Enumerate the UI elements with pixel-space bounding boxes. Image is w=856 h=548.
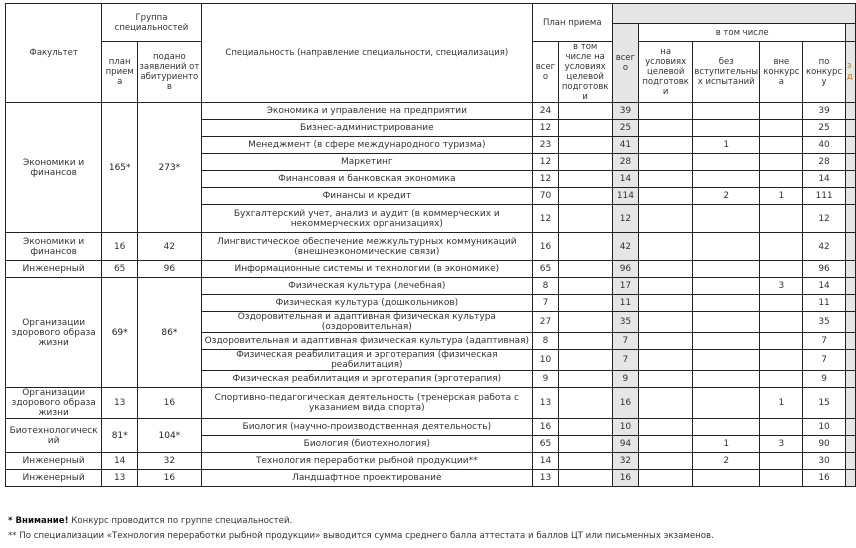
no-exams-cell [692, 205, 760, 233]
plan-total-cell: 16 [533, 233, 559, 261]
specialty-cell: Физическая культура (лечебная) [201, 278, 532, 295]
group-plan-cell: 65 [102, 261, 138, 278]
applications-total-cell: 9 [612, 371, 639, 388]
applications-target-cell [639, 137, 693, 154]
plan-target-cell [558, 470, 612, 487]
plan-total-cell: 70 [533, 188, 559, 205]
specialty-cell: Оздоровительная и адаптивная физическая культура (адаптивная) [201, 333, 532, 350]
out-competition-cell [760, 333, 803, 350]
no-exams-cell [692, 261, 760, 278]
specialty-cell: Экономика и управление на предприятии [201, 103, 532, 120]
applications-target-cell [639, 436, 693, 453]
specialty-cell: Ландшафтное проектирование [201, 470, 532, 487]
applications-target-cell [639, 171, 693, 188]
cut-column-cell [845, 278, 855, 295]
applications-target-cell [639, 350, 693, 371]
header-competition: по конкурсу [803, 42, 846, 103]
cut-column-cell [845, 295, 855, 312]
header-plan-total: всего [533, 42, 559, 103]
faculty-cell: Инженерный [6, 261, 102, 278]
competition-cell: 28 [803, 154, 846, 171]
applications-total-cell: 94 [612, 436, 639, 453]
competition-cell: 11 [803, 295, 846, 312]
plan-total-cell: 10 [533, 350, 559, 371]
cut-column-glyphs: з д [846, 61, 853, 82]
plan-total-cell: 24 [533, 103, 559, 120]
header-including: в том числе [639, 24, 846, 42]
cut-column-cell [845, 137, 855, 154]
header-applications-band [612, 4, 856, 24]
competition-cell: 30 [803, 453, 846, 470]
header-plan: План приема [533, 4, 612, 42]
plan-target-cell [558, 137, 612, 154]
out-competition-cell [760, 154, 803, 171]
specialty-cell: Маркетинг [201, 154, 532, 171]
cut-column-cell [845, 333, 855, 350]
specialty-cell: Технология переработки рыбной продукции** [201, 453, 532, 470]
out-competition-cell [760, 120, 803, 137]
plan-target-cell [558, 171, 612, 188]
out-competition-cell [760, 233, 803, 261]
applications-target-cell [639, 312, 693, 333]
specialty-cell: Биология (биотехнология) [201, 436, 532, 453]
out-competition-cell: 3 [760, 436, 803, 453]
applications-total-cell: 12 [612, 205, 639, 233]
out-competition-cell [760, 453, 803, 470]
specialty-cell: Бухгалтерский учет, анализ и аудит (в коммерческих и некоммерческих организациях) [201, 205, 532, 233]
plan-total-cell: 8 [533, 278, 559, 295]
plan-total-cell: 65 [533, 261, 559, 278]
competition-cell: 14 [803, 278, 846, 295]
plan-target-cell [558, 419, 612, 436]
applications-target-cell [639, 205, 693, 233]
header-applications-total: всего [612, 24, 639, 103]
applications-total-cell: 10 [612, 419, 639, 436]
applications-target-cell [639, 371, 693, 388]
cut-column-cell [845, 453, 855, 470]
plan-target-cell [558, 312, 612, 333]
table-row [6, 470, 856, 487]
no-exams-cell [692, 388, 760, 419]
specialty-cell: Спортивно-педагогическая деятельность (тренерская работа с указанием вида спорта) [201, 388, 532, 419]
group-plan-cell: 16 [102, 233, 138, 261]
header-faculty: Факультет [6, 4, 102, 103]
competition-cell: 42 [803, 233, 846, 261]
plan-total-cell: 13 [533, 470, 559, 487]
group-submitted-cell: 96 [138, 261, 202, 278]
plan-target-cell [558, 120, 612, 137]
plan-total-cell: 8 [533, 333, 559, 350]
table-row [6, 278, 856, 295]
specialty-cell: Физическая реабилитация и эрготерапия (физическая реабилитация) [201, 350, 532, 371]
plan-target-cell [558, 261, 612, 278]
footnotes [8, 514, 854, 544]
out-competition-cell: 1 [760, 388, 803, 419]
applications-total-cell: 96 [612, 261, 639, 278]
footnote-1-text: Конкурс проводится по группе специальностей. [68, 516, 293, 526]
applications-target-cell [639, 120, 693, 137]
no-exams-cell [692, 350, 760, 371]
faculty-cell: Инженерный [6, 470, 102, 487]
applications-target-cell [639, 188, 693, 205]
plan-total-cell: 23 [533, 137, 559, 154]
cut-column-cell [845, 154, 855, 171]
plan-total-cell: 27 [533, 312, 559, 333]
group-submitted-cell: 42 [138, 233, 202, 261]
table-row [6, 388, 856, 419]
applications-total-cell: 25 [612, 120, 639, 137]
cut-column-cell [845, 371, 855, 388]
group-submitted-cell: 104* [138, 419, 202, 453]
out-competition-cell [760, 295, 803, 312]
out-competition-cell [760, 205, 803, 233]
out-competition-cell [760, 171, 803, 188]
header-cut-column-top [845, 24, 855, 42]
specialty-cell: Лингвистическое обеспечение межкультурных коммуникаций (внешнеэкономические связи) [201, 233, 532, 261]
competition-cell: 9 [803, 371, 846, 388]
cut-column-cell [845, 312, 855, 333]
faculty-cell: Экономики и финансов [6, 233, 102, 261]
no-exams-cell: 1 [692, 137, 760, 154]
plan-target-cell [558, 333, 612, 350]
plan-target-cell [558, 154, 612, 171]
cut-column-cell [845, 470, 855, 487]
out-competition-cell [760, 350, 803, 371]
group-plan-cell: 69* [102, 278, 138, 388]
cut-column-cell [845, 436, 855, 453]
competition-cell: 7 [803, 350, 846, 371]
plan-total-cell: 12 [533, 205, 559, 233]
out-competition-cell [760, 261, 803, 278]
faculty-cell: Биотехнологический [6, 419, 102, 453]
no-exams-cell [692, 470, 760, 487]
footnote-1 [8, 514, 854, 529]
no-exams-cell [692, 371, 760, 388]
cut-column-cell [845, 233, 855, 261]
plan-total-cell: 7 [533, 295, 559, 312]
cut-column-cell [845, 205, 855, 233]
plan-total-cell: 12 [533, 171, 559, 188]
header-specialty: Специальность (направление специальности, специализация) [201, 4, 532, 103]
cut-column-cell [845, 388, 855, 419]
table-body [6, 103, 856, 487]
applications-total-cell: 17 [612, 278, 639, 295]
faculty-cell: Организации здорового образа жизни [6, 278, 102, 388]
plan-target-cell [558, 233, 612, 261]
specialty-cell: Финансовая и банковская экономика [201, 171, 532, 188]
table-row [6, 233, 856, 261]
cut-column-cell [845, 120, 855, 137]
competition-cell: 7 [803, 333, 846, 350]
applications-target-cell [639, 453, 693, 470]
applications-target-cell [639, 278, 693, 295]
applications-target-cell [639, 154, 693, 171]
applications-total-cell: 41 [612, 137, 639, 154]
no-exams-cell: 2 [692, 453, 760, 470]
applications-target-cell [639, 333, 693, 350]
applications-total-cell: 7 [612, 333, 639, 350]
group-submitted-cell: 16 [138, 388, 202, 419]
out-competition-cell [760, 137, 803, 154]
group-submitted-cell: 86* [138, 278, 202, 388]
header-no-exams: без вступительных испытаний [692, 42, 760, 103]
specialty-cell: Финансы и кредит [201, 188, 532, 205]
applications-total-cell: 28 [612, 154, 639, 171]
plan-target-cell [558, 350, 612, 371]
no-exams-cell [692, 233, 760, 261]
competition-cell: 15 [803, 388, 846, 419]
table-row [6, 419, 856, 436]
competition-cell: 39 [803, 103, 846, 120]
applications-target-cell [639, 103, 693, 120]
applications-total-cell: 42 [612, 233, 639, 261]
plan-target-cell [558, 278, 612, 295]
specialty-cell: Оздоровительная и адаптивная физическая культура (оздоровительная) [201, 312, 532, 333]
faculty-cell: Организации здорового образа жизни [6, 388, 102, 419]
competition-cell: 111 [803, 188, 846, 205]
group-submitted-cell: 273* [138, 103, 202, 233]
group-plan-cell: 165* [102, 103, 138, 233]
out-competition-cell [760, 470, 803, 487]
table-row [6, 453, 856, 470]
competition-cell: 14 [803, 171, 846, 188]
no-exams-cell [692, 419, 760, 436]
header-plan-target: в том числе на условиях целевой подготовки [558, 42, 612, 103]
specialty-cell: Менеджмент (в сфере международного туризма) [201, 137, 532, 154]
no-exams-cell [692, 278, 760, 295]
plan-target-cell [558, 188, 612, 205]
out-competition-cell [760, 419, 803, 436]
no-exams-cell [692, 103, 760, 120]
cut-column-cell [845, 103, 855, 120]
competition-cell: 10 [803, 419, 846, 436]
table-row [6, 103, 856, 120]
applications-total-cell: 35 [612, 312, 639, 333]
group-plan-cell: 81* [102, 419, 138, 453]
competition-cell: 16 [803, 470, 846, 487]
applications-target-cell [639, 388, 693, 419]
specialty-cell: Информационные системы и технологии (в экономике) [201, 261, 532, 278]
group-submitted-cell: 32 [138, 453, 202, 470]
applications-target-cell [639, 419, 693, 436]
header-group: Группа специальностей [102, 4, 201, 42]
cut-column-cell [845, 261, 855, 278]
no-exams-cell [692, 295, 760, 312]
plan-total-cell: 16 [533, 419, 559, 436]
applications-total-cell: 14 [612, 171, 639, 188]
plan-target-cell [558, 103, 612, 120]
no-exams-cell [692, 154, 760, 171]
header-group-submitted: подано заявлений от абитуриентов [138, 42, 202, 103]
plan-total-cell: 13 [533, 388, 559, 419]
out-competition-cell: 1 [760, 188, 803, 205]
no-exams-cell [692, 312, 760, 333]
plan-target-cell [558, 205, 612, 233]
applications-target-cell [639, 295, 693, 312]
applications-target-cell [639, 261, 693, 278]
competition-cell: 12 [803, 205, 846, 233]
header-group-plan: план приема [102, 42, 138, 103]
no-exams-cell: 2 [692, 188, 760, 205]
competition-cell: 25 [803, 120, 846, 137]
competition-cell: 90 [803, 436, 846, 453]
applications-total-cell: 7 [612, 350, 639, 371]
specialty-cell: Бизнес-администрирование [201, 120, 532, 137]
specialty-cell: Физическая реабилитация и эрготерапия (эрготерапия) [201, 371, 532, 388]
plan-total-cell: 12 [533, 154, 559, 171]
group-plan-cell: 13 [102, 470, 138, 487]
group-submitted-cell: 16 [138, 470, 202, 487]
plan-target-cell [558, 388, 612, 419]
plan-target-cell [558, 436, 612, 453]
applications-total-cell: 16 [612, 470, 639, 487]
out-competition-cell: 3 [760, 278, 803, 295]
plan-total-cell: 65 [533, 436, 559, 453]
plan-total-cell: 12 [533, 120, 559, 137]
out-competition-cell [760, 371, 803, 388]
no-exams-cell [692, 171, 760, 188]
cut-column-cell [845, 188, 855, 205]
group-plan-cell: 14 [102, 453, 138, 470]
footnote-1-mark: * Внимание! [8, 516, 69, 526]
specialty-cell: Физическая культура (дошкольников) [201, 295, 532, 312]
plan-target-cell [558, 453, 612, 470]
no-exams-cell [692, 120, 760, 137]
applications-target-cell [639, 470, 693, 487]
applications-total-cell: 32 [612, 453, 639, 470]
admission-table [5, 3, 856, 487]
no-exams-cell [692, 333, 760, 350]
group-plan-cell: 13 [102, 388, 138, 419]
plan-target-cell [558, 295, 612, 312]
applications-total-cell: 114 [612, 188, 639, 205]
faculty-cell: Экономики и финансов [6, 103, 102, 233]
applications-total-cell: 11 [612, 295, 639, 312]
no-exams-cell: 1 [692, 436, 760, 453]
specialty-cell: Биология (научно-производственная деятельность) [201, 419, 532, 436]
header-apps-target: на условиях целевой подготовки [639, 42, 693, 103]
footnote-2: ** По специализации «Технология переработки рыбной продукции» выводится сумма среднего балла аттестата и баллов ЦТ или письменных экзаменов. [8, 531, 714, 541]
competition-cell: 35 [803, 312, 846, 333]
applications-target-cell [639, 233, 693, 261]
out-competition-cell [760, 312, 803, 333]
cut-column-cell [845, 419, 855, 436]
plan-total-cell: 14 [533, 453, 559, 470]
competition-cell: 96 [803, 261, 846, 278]
faculty-cell: Инженерный [6, 453, 102, 470]
cut-column-cell [845, 171, 855, 188]
plan-total-cell: 9 [533, 371, 559, 388]
header-out-competition: вне конкурса [760, 42, 803, 103]
plan-target-cell [558, 371, 612, 388]
applications-total-cell: 39 [612, 103, 639, 120]
competition-cell: 40 [803, 137, 846, 154]
out-competition-cell [760, 103, 803, 120]
table-row [6, 261, 856, 278]
cut-column-cell [845, 350, 855, 371]
applications-total-cell: 16 [612, 388, 639, 419]
header-cut-column [845, 42, 855, 103]
